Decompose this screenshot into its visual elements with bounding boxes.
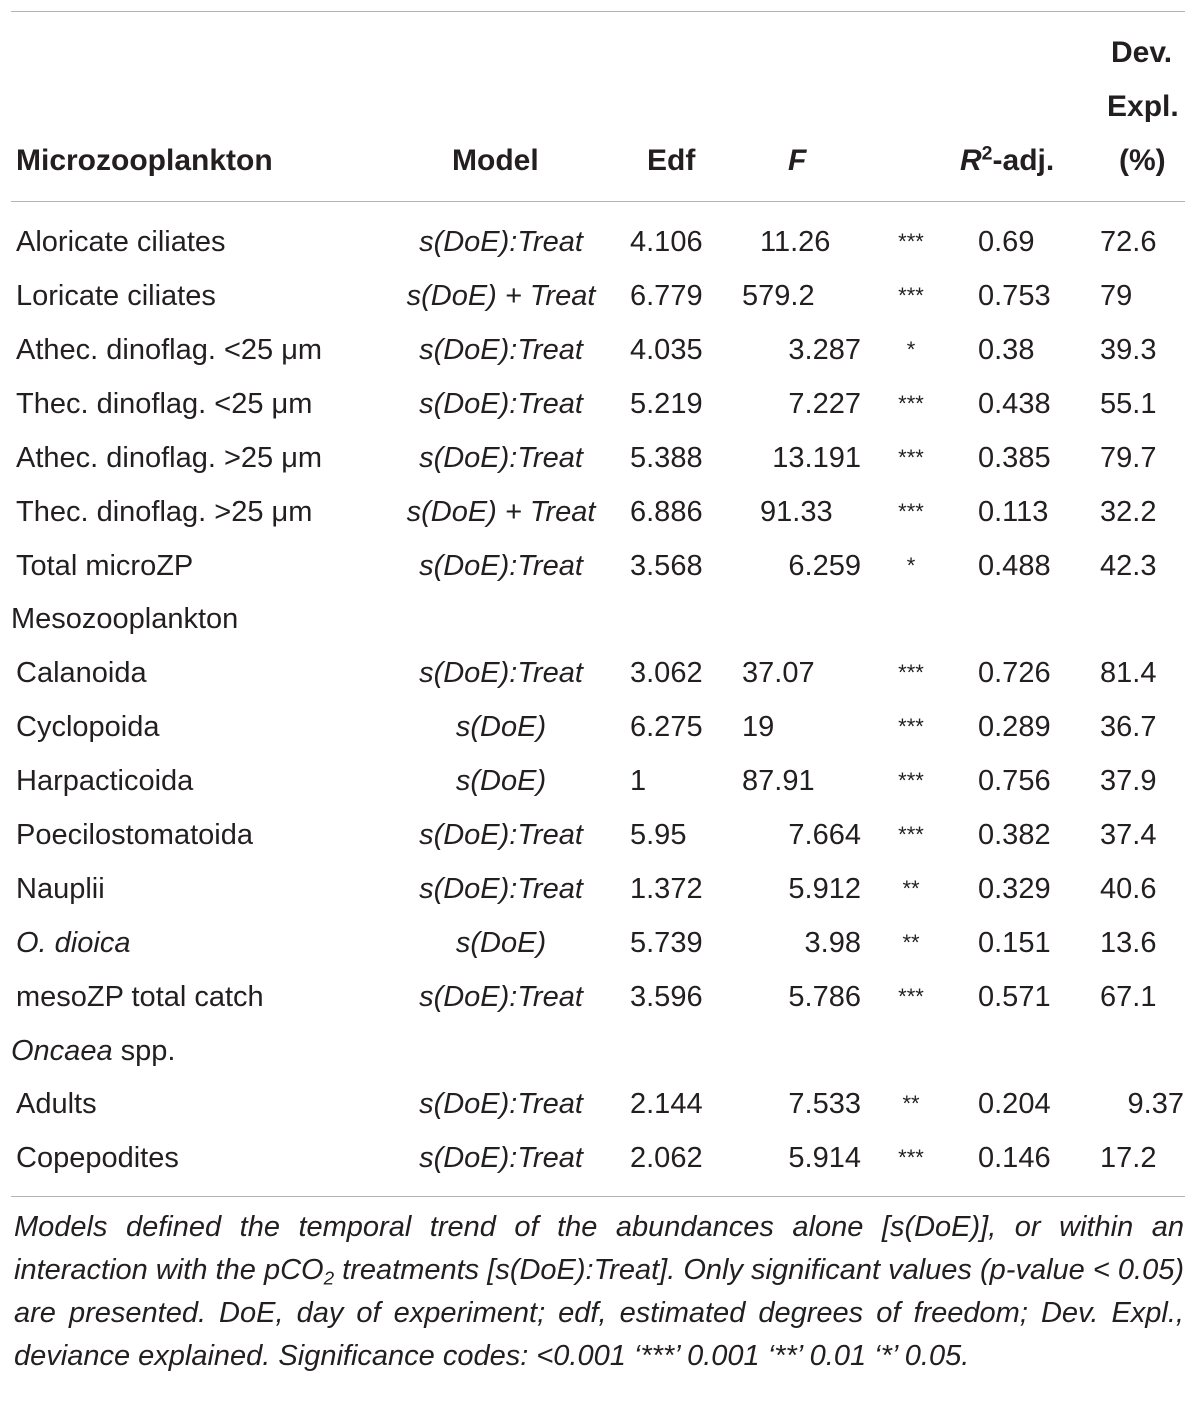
row-name: Poecilostomatoida [16,819,253,851]
row-f-value: 91.33 [760,496,833,528]
row-model: s(DoE):Treat [419,1088,583,1120]
row-deviance-explained: 72.6 [1100,226,1157,258]
row-r2-adj: 0.329 [978,873,1051,905]
row-deviance-explained: 67.1 [1100,981,1157,1013]
row-name: Athec. dinoflag. >25 μm [16,442,323,474]
row-f-value: 13.191 [772,442,861,474]
row-r2-adj: 0.753 [978,280,1051,312]
row-deviance-explained: 79.7 [1100,442,1157,474]
row-r2-adj: 0.151 [978,927,1051,959]
row-r2-adj: 0.756 [978,765,1051,797]
row-name: Aloricate ciliates [16,226,226,258]
row-model: s(DoE):Treat [419,1142,583,1174]
row-name: Copepodites [16,1142,179,1174]
row-edf: 5.219 [630,388,703,420]
header-model: Model [452,144,539,177]
row-model: s(DoE):Treat [419,388,583,420]
row-name: Cyclopoida [16,711,160,743]
row-f-value: 5.914 [788,1142,861,1174]
row-name: mesoZP total catch [16,981,264,1013]
row-deviance-explained: 17.2 [1100,1142,1157,1174]
row-model: s(DoE) + Treat [406,280,596,312]
row-model: s(DoE):Treat [419,981,583,1013]
row-model: s(DoE) [455,927,547,959]
row-r2-adj: 0.113 [978,496,1049,528]
row-f-value: 579.2 [742,280,815,312]
header-dev-line3: (%) [1119,144,1166,177]
row-edf: 2.062 [630,1142,703,1174]
row-r2-adj: 0.38 [978,334,1035,366]
row-model: s(DoE):Treat [419,550,583,582]
row-model: s(DoE):Treat [419,819,583,851]
row-f-value: 3.98 [804,927,861,959]
header-dev-line1: Dev. [1111,36,1173,69]
row-edf: 4.106 [630,226,703,258]
row-f-value: 87.91 [742,765,815,797]
row-r2-adj: 0.382 [978,819,1051,851]
row-name: Athec. dinoflag. <25 μm [16,334,323,366]
row-significance: *** [898,768,924,793]
row-model: s(DoE) + Treat [406,496,596,528]
row-significance: ** [902,1091,920,1116]
header-edf: Edf [647,144,696,177]
header-f: F [788,144,807,177]
row-deviance-explained: 81.4 [1100,657,1157,689]
row-edf: 3.568 [630,550,703,582]
row-name: O. dioica [16,927,131,959]
row-significance: * [906,337,916,362]
row-name: Loricate ciliates [16,280,216,312]
row-r2-adj: 0.146 [978,1142,1051,1174]
table-footnote: Models defined the temporal trend of the abundances alone [s(DoE)], or within an interaction with the pCO$_2$ treatments [s(DoE):Treat]. Only significant values (p-value < 0.05) are presented. DoE, day of experiment; edf, estimated degrees of freedom; Dev. Expl., deviance explained. Significance codes: <0.001 ‘***’ 0.001 ‘**’ 0.01 ‘*’ 0.05. [14,1211,1185,1372]
row-r2-adj: 0.289 [978,711,1051,743]
table-bottom-rule [11,1196,1185,1197]
row-edf: 5.95 [630,819,687,851]
row-f-value: 7.227 [788,388,861,420]
row-significance: *** [898,984,924,1009]
row-f-value: 6.259 [788,550,861,582]
section-oncaea: Oncaea spp. [11,1035,176,1067]
row-model: s(DoE) [455,711,547,743]
row-name: Total microZP [16,550,194,582]
row-significance: *** [898,714,924,739]
row-significance: *** [898,822,924,847]
row-significance: ** [902,930,920,955]
row-significance: *** [898,499,924,524]
row-deviance-explained: 36.7 [1100,711,1157,743]
row-deviance-explained: 39.3 [1100,334,1157,366]
header-rule [11,201,1185,202]
row-f-value: 7.533 [788,1088,861,1120]
row-deviance-explained: 40.6 [1100,873,1157,905]
row-deviance-explained: 13.6 [1100,927,1157,959]
row-significance: *** [898,283,924,308]
row-edf: 5.739 [630,927,703,959]
table-top-rule [11,11,1185,12]
row-model: s(DoE):Treat [419,442,583,474]
row-deviance-explained: 37.4 [1100,819,1157,851]
row-deviance-explained: 32.2 [1100,496,1157,528]
row-f-value: 3.287 [788,334,861,366]
row-deviance-explained: 42.3 [1100,550,1157,582]
row-edf: 6.779 [630,280,703,312]
row-r2-adj: 0.488 [978,550,1051,582]
header-r2-adj: $R^2$-adj. [960,142,1055,177]
row-deviance-explained: 9.37 [1127,1088,1184,1120]
row-significance: *** [898,445,924,470]
row-model: s(DoE):Treat [419,657,583,689]
row-significance: ** [902,876,920,901]
row-name: Nauplii [16,873,105,905]
row-edf: 4.035 [630,334,703,366]
header-microzooplankton: Microzooplankton [16,144,273,177]
row-f-value: 5.786 [788,981,861,1013]
row-edf: 1.372 [630,873,703,905]
row-f-value: 5.912 [788,873,861,905]
row-edf: 1 [630,765,647,797]
row-model: s(DoE):Treat [419,226,583,258]
row-edf: 3.062 [630,657,703,689]
row-name: Calanoida [16,657,147,689]
header-dev-line2: Expl. [1107,90,1179,123]
row-r2-adj: 0.69 [978,226,1035,258]
row-edf: 2.144 [630,1088,703,1120]
row-f-value: 19 [742,711,775,743]
row-r2-adj: 0.438 [978,388,1051,420]
row-edf: 3.596 [630,981,703,1013]
row-significance: * [906,553,916,578]
row-significance: *** [898,660,924,685]
section-mesozooplankton: Mesozooplankton [11,603,239,635]
row-deviance-explained: 37.9 [1100,765,1157,797]
row-significance: *** [898,1145,924,1170]
row-model: s(DoE) [455,765,547,797]
row-name: Harpacticoida [16,765,194,797]
row-r2-adj: 0.726 [978,657,1051,689]
row-significance: *** [898,229,924,254]
row-r2-adj: 0.385 [978,442,1051,474]
row-f-value: 11.26 [760,226,831,258]
row-r2-adj: 0.204 [978,1088,1051,1120]
row-edf: 5.388 [630,442,703,474]
row-f-value: 7.664 [788,819,861,851]
row-name: Thec. dinoflag. >25 μm [16,496,313,528]
row-significance: *** [898,391,924,416]
row-edf: 6.886 [630,496,703,528]
row-deviance-explained: 79 [1100,280,1133,312]
row-model: s(DoE):Treat [419,334,583,366]
row-r2-adj: 0.571 [978,981,1051,1013]
row-name: Adults [16,1088,97,1120]
row-name: Thec. dinoflag. <25 μm [16,388,313,420]
row-f-value: 37.07 [742,657,815,689]
row-deviance-explained: 55.1 [1100,388,1157,420]
row-edf: 6.275 [630,711,703,743]
row-model: s(DoE):Treat [419,873,583,905]
